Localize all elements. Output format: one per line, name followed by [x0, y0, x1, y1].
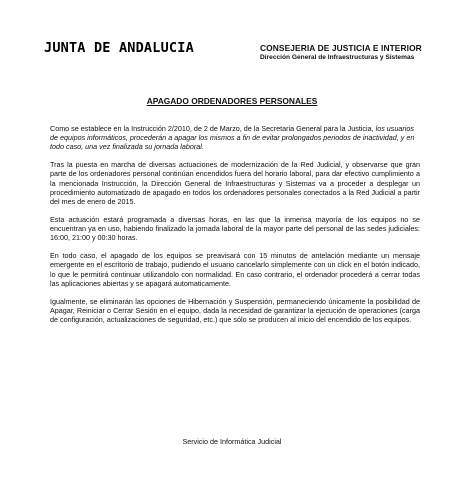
subdepartment-name: Dirección General de Infraestructuras y Sistemas [260, 54, 415, 61]
signature: Servicio de Informática Judicial [182, 437, 282, 446]
department-name: CONSEJERIA DE JUSTICIA E INTERIOR [260, 43, 422, 53]
organization-logo-text: JUNTA DE ANDALUCIA [44, 40, 194, 56]
paragraph-intro-italic: los usuarios de equipos informáticos, procederán a apagar los mismos a fin de evitar prolongados periodos de inactividad, y en todo caso, una vez finalizada su jornada laboral. [50, 124, 415, 152]
document-title: APAGADO ORDENADORES PERSONALES [146, 96, 318, 106]
document-body [50, 124, 420, 333]
paragraph-power-options: Igualmente, se eliminarán las opciones de Hibernación y Suspensión, permaneciendo únicamente la posibilidad de Apagar, Reiniciar o Cerrar Sesión en el equipo, dada la necesidad de garantizar la ejecución de operaciones (carga de configuración, actualizaciones de seguridad, etc.) que sólo se producen al inicio del encendido de los equipos. [50, 296, 420, 324]
paragraph-intro [50, 124, 420, 151]
paragraph-warning: En todo caso, el apagado de los equipos se preavisará con 15 minutos de antelación mediante un mensaje emergente en el escritorio de trabajo, pudiendo el usuario cancelarlo simplemente con un click en el botón indicado, lo que le permitirá continuar utilizandolo con normalidad. En caso contrario, el ordenador procederá a cerrar todas las aplicaciones abiertas y se apagará automaticamente. [50, 251, 420, 288]
paragraph-background: Tras la puesta en marcha de diversas actuaciones de modernización de la Red Judicial, y observarse que gran parte de los ordenadores personal continúan encendidos fuera del horario laboral, para dar efectivo cumplimiento a la mencionada Instrucción, la Dirección General de Infraestructuras y Sistemas va a proceder a desplegar un procedimiento automatizado de apagado en todos los ordenadores personales conectados a la Red Judicial a partir del mes de enero de 2015. [50, 160, 420, 206]
department-header [260, 44, 422, 62]
paragraph-schedule: Esta actuación estará programada a diversas horas, en las que la inmensa mayoría de los equipos no se encuentran ya en uso, habiendo finalizado la jornada laboral de la mayor parte del personal de las sedes judiciales: 16:00, 21:00 y 00:30 horas. [50, 214, 420, 243]
paragraph-intro-plain: Como se establece en la Instrucción 2/2010, de 2 de Marzo, de la Secretaria General para la Justicia, [50, 124, 376, 133]
